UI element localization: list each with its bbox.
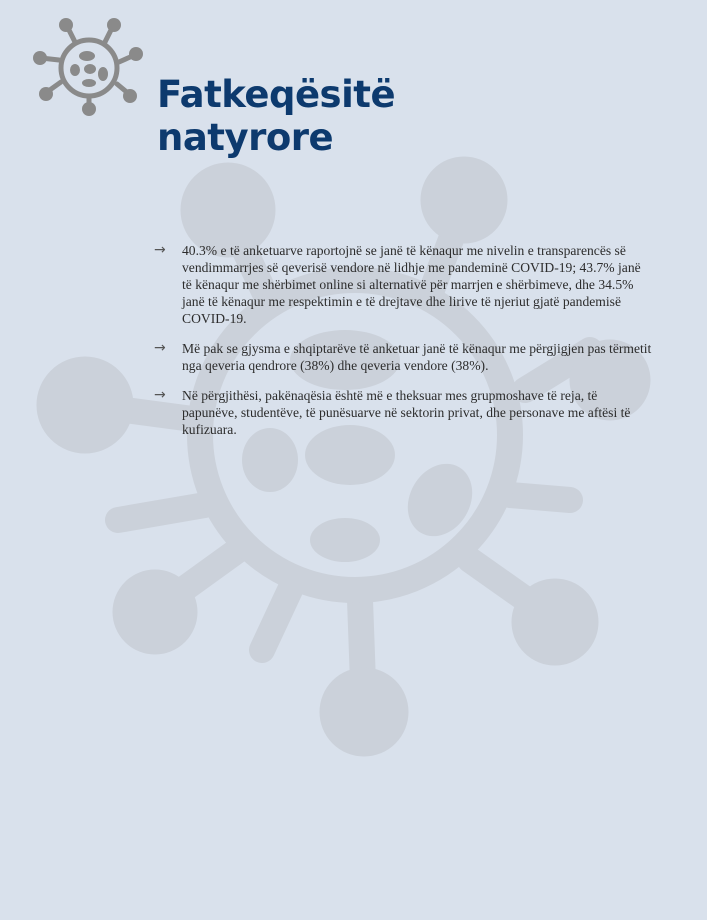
finding-text: Më pak se gjysma e shqiptarëve të anketuar janë të kënaqur me përgjigjen pas tërmetit nga qeveria qendrore (38%) dhe qeveria vendore (38%).: [182, 341, 652, 373]
finding-item: [152, 340, 652, 374]
findings-list: [152, 242, 652, 451]
page-title: [157, 73, 395, 159]
arrow-right-icon: →: [154, 340, 166, 356]
virus-icon: [33, 18, 143, 116]
page-title-line-2: natyrore: [157, 116, 334, 159]
arrow-right-icon: →: [154, 387, 166, 403]
finding-text: Në përgjithësi, pakënaqësia është më e theksuar mes grupmoshave të reja, të papunëve, studentëve, të punësuarve në sektorin privat, dhe personave me aftësi të kufizuara.: [182, 388, 631, 437]
arrow-right-icon: →: [154, 242, 166, 258]
page-title-line-1: Fatkeqësitë: [157, 73, 396, 116]
finding-text: 40.3% e të anketuarve raportojnë se janë të kënaqur me nivelin e transparencës së vendimmarrjes së qeverisë vendore në lidhje me pandeminë COVID-19; 43.7% janë të kënaqur me shërbimet online si alternativë për marrjen e shërbimeve, dhe 34.5% janë të kënaqur me respektimin e të drejtave dhe lirive të njeriut gjatë pandemisë COVID-19.: [182, 243, 641, 326]
finding-item: [152, 242, 652, 327]
finding-item: [152, 387, 652, 438]
